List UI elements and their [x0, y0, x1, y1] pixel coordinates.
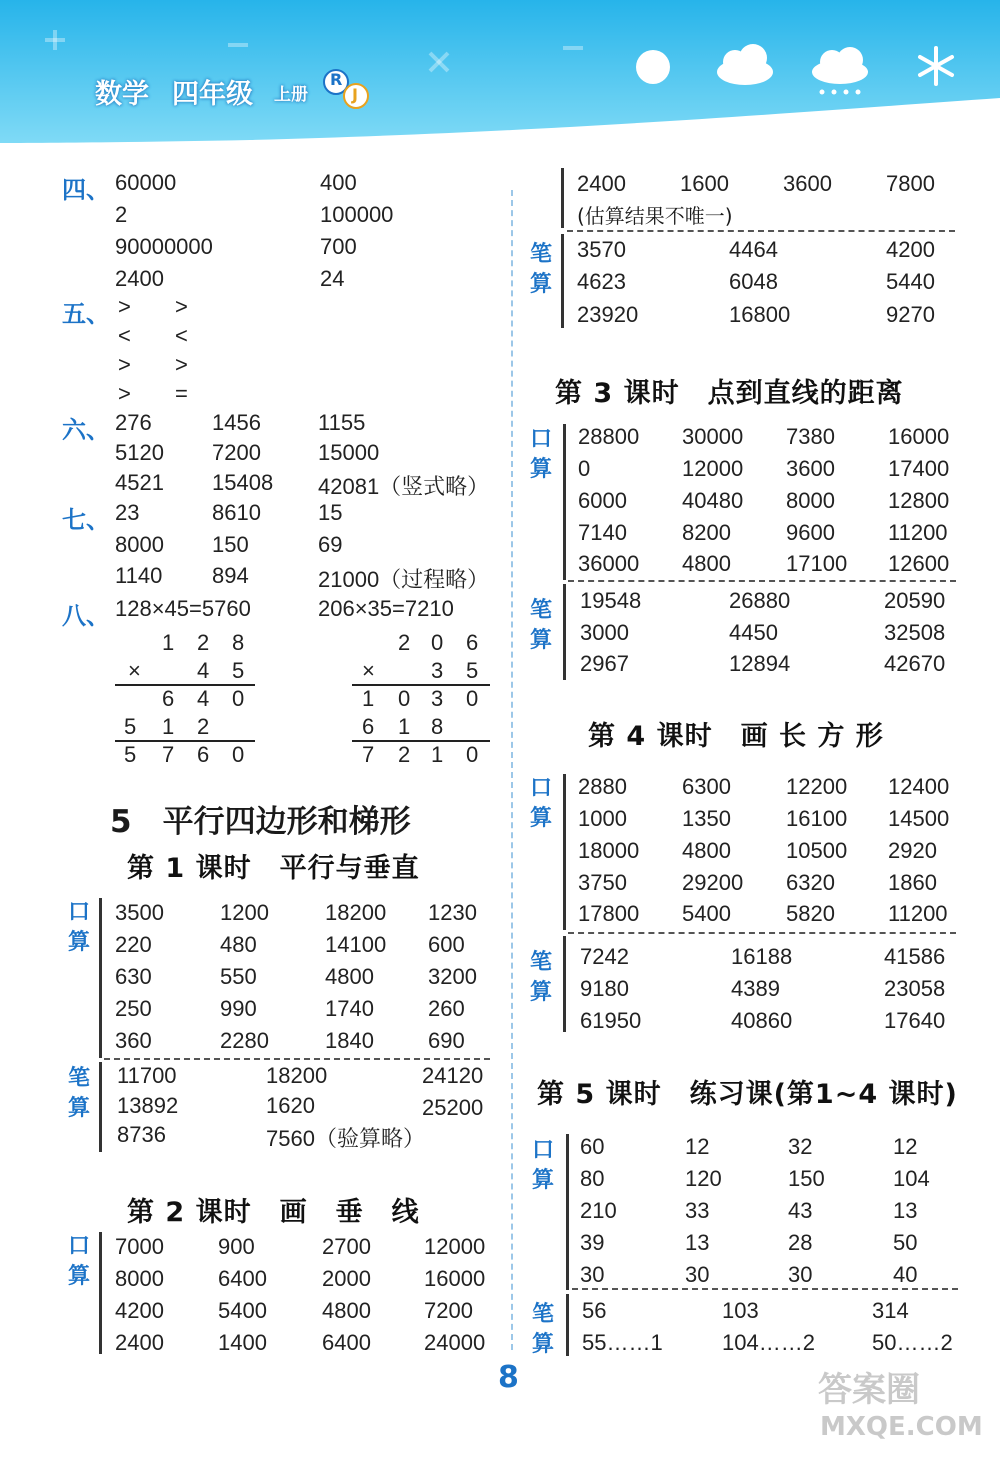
oral-calc-label: 口 算 [529, 776, 552, 831]
answer: 43 [788, 1198, 813, 1223]
written-calc-label: 笔 算 [67, 1066, 90, 1121]
answer: 6300 [682, 774, 731, 799]
digit: 3 [431, 658, 444, 683]
answer: 20590 [884, 588, 946, 613]
answer: 11200 [888, 520, 948, 545]
answer: 7242 [580, 944, 629, 969]
answer: 630 [115, 964, 152, 989]
answer: 90000000 [115, 234, 213, 259]
answer: 1230 [428, 900, 477, 925]
answer: 12400 [888, 774, 950, 799]
digit: 0 [466, 686, 479, 711]
chapter-title: 5 平行四边形和梯形 [110, 804, 411, 840]
answer: 12 [893, 1134, 918, 1159]
answer: 61950 [580, 1008, 642, 1033]
badge-j: J [352, 85, 358, 104]
answer: 260 [428, 996, 465, 1021]
answer: 1456 [212, 410, 261, 435]
answer: 24 [320, 266, 345, 291]
digit: 0 [466, 742, 479, 767]
digit: 1 [162, 714, 175, 739]
answer: 4389 [731, 976, 780, 1001]
answer: 33 [685, 1198, 710, 1223]
answer: 4623 [577, 269, 626, 294]
watermark-logo: 答案圈 [818, 1370, 920, 1410]
answer: 1840 [325, 1028, 374, 1053]
answer: 2000 [322, 1266, 371, 1291]
divider-line [563, 774, 566, 930]
oral-calc-label: 口 算 [531, 1138, 554, 1193]
watermark-url: MXQE.COM [820, 1412, 983, 1442]
answer: 60000 [115, 170, 177, 195]
answer: 17100 [786, 551, 848, 576]
answer: 1350 [682, 806, 731, 831]
answer: 42081（竖式略） [318, 474, 490, 499]
answer: 18000 [578, 838, 640, 863]
digit: 1 [431, 742, 444, 767]
written-calc-label: 笔 算 [529, 950, 552, 1005]
section-mark-8: 八、 [62, 602, 110, 630]
answer: 1000 [578, 806, 627, 831]
badge-r: R [330, 70, 343, 89]
divider-line [99, 898, 102, 1058]
divider-line [566, 1294, 569, 1356]
digit: 1 [362, 686, 375, 711]
equation: 128×45=5760 [115, 596, 251, 621]
answer: 6000 [578, 488, 627, 513]
answer: 11200 [888, 901, 948, 926]
answer: 3200 [428, 964, 477, 989]
answer: 32508 [884, 620, 946, 645]
answer: 18200 [325, 900, 387, 925]
answer: 210 [580, 1198, 617, 1223]
answer: 7560（验算略） [266, 1126, 425, 1151]
oral-calc-label: 口 算 [67, 1234, 90, 1289]
answer: 24120 [422, 1063, 484, 1088]
digit: 0 [398, 686, 411, 711]
digit: 2 [398, 630, 411, 655]
answer: 3600 [786, 456, 835, 481]
answer: 690 [428, 1028, 465, 1053]
header-volume: 上册 [274, 85, 308, 105]
digit: 6 [162, 686, 175, 711]
answer: 7200 [424, 1298, 473, 1323]
answer: 8200 [682, 520, 731, 545]
answer: 36000 [578, 551, 640, 576]
lesson-1-title: 第 1 课时 平行与垂直 [127, 853, 420, 884]
divider-line [563, 584, 566, 680]
answer: 8610 [212, 500, 261, 525]
answer: 4200 [886, 237, 935, 262]
answer: 4800 [322, 1298, 371, 1323]
answer: 6048 [729, 269, 778, 294]
answer: 2280 [220, 1028, 269, 1053]
answer: 28800 [578, 424, 640, 449]
oral-calc-label: 口 算 [67, 900, 90, 955]
equation: 206×35=7210 [318, 596, 454, 621]
divider-line [563, 936, 566, 1032]
digit: 2 [398, 742, 411, 767]
answer: 4521 [115, 470, 164, 495]
answer: 3570 [577, 237, 626, 262]
answer: 80 [580, 1166, 605, 1191]
answer: 7380 [786, 424, 835, 449]
answer: 12600 [888, 551, 950, 576]
answer: > [175, 352, 188, 377]
dashed-separator [568, 580, 956, 582]
answer: 16100 [786, 806, 848, 831]
answer: 40480 [682, 488, 744, 513]
answer: 12 [685, 1134, 710, 1159]
answer: 6320 [786, 870, 835, 895]
answer: 600 [428, 932, 465, 957]
dashed-separator [104, 1058, 490, 1060]
answer: 23058 [884, 976, 946, 1001]
answer: 360 [115, 1028, 152, 1053]
answer: 1400 [218, 1330, 267, 1355]
answer: 8736 [117, 1122, 166, 1147]
answer: 21000（过程略） [318, 567, 490, 592]
answer: 30 [685, 1262, 710, 1287]
dashed-separator [572, 1288, 958, 1290]
answer: 40 [893, 1262, 918, 1287]
answer: 3600 [783, 171, 832, 196]
answer: 50 [893, 1230, 918, 1255]
answer: 39 [580, 1230, 605, 1255]
answer: 2700 [322, 1234, 371, 1259]
answer: 4464 [729, 237, 778, 262]
answer: 16800 [729, 302, 791, 327]
answer: 8000 [115, 1266, 164, 1291]
answer: > [118, 294, 131, 319]
digit: × [362, 658, 375, 683]
answer: 55……1 [582, 1330, 663, 1355]
lesson-5-title: 第 5 课时 练习课(第1~4 课时) [537, 1079, 958, 1110]
divider-line [99, 1232, 102, 1354]
lesson-4-title: 第 4 课时 画 长 方 形 [588, 721, 884, 752]
answer: 9270 [886, 302, 935, 327]
answer: 700 [320, 234, 357, 259]
digit: 6 [362, 714, 375, 739]
answer: 6400 [322, 1330, 371, 1355]
answer: 2967 [580, 651, 629, 676]
answer: 14500 [888, 806, 950, 831]
page-number: 8 [498, 1360, 519, 1395]
answer: 894 [212, 563, 249, 588]
answer: 41586 [884, 944, 946, 969]
answer: 30 [788, 1262, 813, 1287]
section-mark-7: 七、 [62, 506, 110, 534]
answer: 30000 [682, 424, 744, 449]
answer: 23920 [577, 302, 639, 327]
answer: 25200 [422, 1095, 484, 1120]
answer: 9600 [786, 520, 835, 545]
answer: 4800 [325, 964, 374, 989]
answer: 276 [115, 410, 152, 435]
answer: 15408 [212, 470, 274, 495]
answer: = [175, 381, 188, 406]
header-grade: 四年级 [172, 79, 253, 110]
answer: 4800 [682, 838, 731, 863]
digit: 6 [466, 630, 479, 655]
answer: 5820 [786, 901, 835, 926]
answer: 9180 [580, 976, 629, 1001]
answer: 17800 [578, 901, 640, 926]
answer: 5400 [218, 1298, 267, 1323]
answer: 12800 [888, 488, 950, 513]
digit: 2 [197, 630, 210, 655]
digit: 0 [232, 686, 245, 711]
answer: 7200 [212, 440, 261, 465]
answer: 5120 [115, 440, 164, 465]
answer: 1200 [220, 900, 269, 925]
answer: 1140 [115, 563, 163, 588]
divider-line [563, 424, 566, 580]
answer: 2920 [888, 838, 937, 863]
answer: 28 [788, 1230, 813, 1255]
answer: 480 [220, 932, 257, 957]
dashed-separator [568, 932, 956, 934]
answer: 2400 [115, 1330, 164, 1355]
answer: 220 [115, 932, 152, 957]
note: (估算结果不唯一) [577, 204, 733, 228]
answer: 2 [115, 202, 128, 227]
digit: 0 [232, 742, 245, 767]
answer: 104……2 [722, 1330, 815, 1355]
digit: 7 [162, 742, 175, 767]
digit: 4 [197, 658, 210, 683]
answer: 400 [320, 170, 357, 195]
answer: 1620 [266, 1093, 315, 1118]
divider-line [561, 234, 564, 328]
answer: 1860 [888, 870, 937, 895]
answer: 24000 [424, 1330, 486, 1355]
banner-background [0, 0, 1000, 150]
answer: 16000 [424, 1266, 486, 1291]
answer: 13 [685, 1230, 710, 1255]
section-mark-4: 四、 [62, 176, 110, 204]
answer: 19548 [580, 588, 642, 613]
answer: 8000 [786, 488, 835, 513]
answer: 12000 [682, 456, 744, 481]
digit: 4 [197, 686, 210, 711]
answer: 7140 [578, 520, 627, 545]
answer: 13 [893, 1198, 918, 1223]
answer: 3000 [580, 620, 629, 645]
answer: 7800 [886, 171, 935, 196]
digit: 1 [162, 630, 175, 655]
answer: 104 [893, 1166, 930, 1191]
answer: 5440 [886, 269, 935, 294]
answer: 17400 [888, 456, 950, 481]
answer: 69 [318, 532, 343, 557]
answer: 50……2 [872, 1330, 953, 1355]
answer: 250 [115, 996, 152, 1021]
digit: 5 [232, 658, 245, 683]
answer: 16188 [731, 944, 793, 969]
answer: < [118, 323, 131, 348]
answer: 120 [685, 1166, 722, 1191]
column-divider [511, 190, 513, 1350]
answer: 40860 [731, 1008, 793, 1033]
dashed-separator [567, 230, 955, 232]
answer: 314 [872, 1298, 909, 1323]
answer: 150 [788, 1166, 825, 1191]
answer: 12000 [424, 1234, 486, 1259]
answer: 42670 [884, 651, 946, 676]
answer: 15000 [318, 440, 380, 465]
answer: > [175, 294, 188, 319]
answer: 103 [722, 1298, 759, 1323]
lesson-3-title: 第 3 课时 点到直线的距离 [555, 378, 904, 409]
answer: 12894 [729, 651, 791, 676]
answer: 990 [220, 996, 257, 1021]
digit: 7 [362, 742, 375, 767]
digit: 6 [197, 742, 210, 767]
answer: 18200 [266, 1063, 328, 1088]
answer: 56 [582, 1298, 607, 1323]
answer: 15 [318, 500, 343, 525]
header-subject: 数学 [95, 79, 149, 110]
answer: 6400 [218, 1266, 267, 1291]
answer: 4800 [682, 551, 731, 576]
oral-calc-label: 口 算 [529, 427, 552, 482]
answer: 23 [115, 500, 140, 525]
answer: 150 [212, 532, 249, 557]
lesson-2-title: 第 2 课时 画 垂 线 [127, 1197, 420, 1228]
divider-line [566, 1134, 569, 1290]
answer: 2400 [115, 266, 164, 291]
digit: 0 [431, 630, 444, 655]
divider-line [99, 1062, 102, 1152]
answer: 7000 [115, 1234, 164, 1259]
answer: > [118, 381, 131, 406]
answer: 5400 [682, 901, 731, 926]
answer: 0 [578, 456, 591, 481]
answer: < [175, 323, 188, 348]
answer: 10500 [786, 838, 848, 863]
answer: 8000 [115, 532, 164, 557]
answer: 32 [788, 1134, 813, 1159]
answer: 11700 [117, 1063, 177, 1088]
divider-line [561, 168, 564, 228]
answer: 2880 [578, 774, 627, 799]
answer: 1600 [680, 171, 729, 196]
answer: 12200 [786, 774, 848, 799]
written-calc-label: 笔 算 [531, 1302, 554, 1357]
digit: 8 [431, 714, 444, 739]
answer: 3500 [115, 900, 164, 925]
header-banner [0, 0, 1000, 150]
digit: 5 [124, 742, 137, 767]
answer: 4450 [729, 620, 778, 645]
written-calc-label: 笔 算 [529, 598, 552, 653]
sun-icon [636, 50, 670, 84]
answer: 900 [218, 1234, 255, 1259]
answer: 13892 [117, 1093, 179, 1118]
digit: × [128, 658, 141, 683]
digit: 2 [197, 714, 210, 739]
digit: 8 [232, 630, 245, 655]
answer: 17640 [884, 1008, 946, 1033]
answer: > [118, 352, 131, 377]
digit: 3 [431, 686, 444, 711]
answer: 30 [580, 1262, 605, 1287]
digit: 5 [466, 658, 479, 683]
answer: 2400 [577, 171, 626, 196]
answer: 100000 [320, 202, 394, 227]
answer: 4200 [115, 1298, 164, 1323]
digit: 1 [398, 714, 411, 739]
answer: 14100 [325, 932, 387, 957]
section-mark-6: 六、 [62, 416, 110, 444]
digit: 5 [124, 714, 137, 739]
answer: 26880 [729, 588, 791, 613]
answer: 1740 [325, 996, 374, 1021]
section-mark-5: 五、 [62, 300, 110, 328]
answer: 60 [580, 1134, 605, 1159]
answer: 16000 [888, 424, 950, 449]
answer: 550 [220, 964, 257, 989]
answer: 1155 [318, 410, 366, 435]
answer: 29200 [682, 870, 744, 895]
written-calc-label: 笔 算 [529, 242, 552, 297]
answer: 3750 [578, 870, 627, 895]
